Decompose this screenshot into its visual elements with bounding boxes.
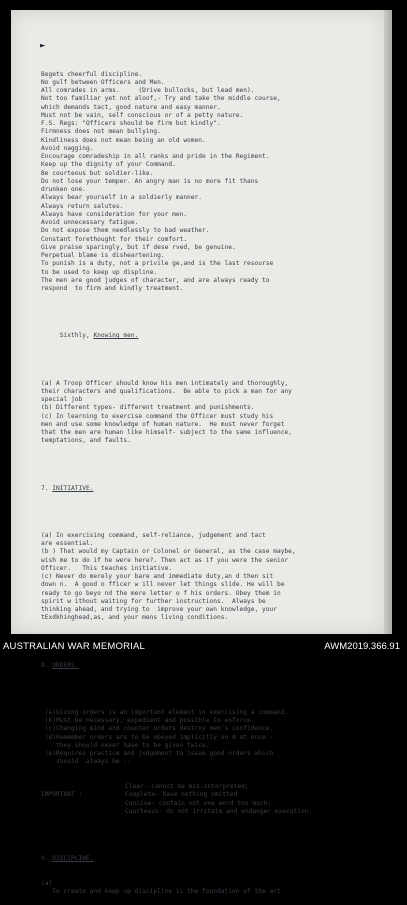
- text-line: Encourage comradeship in all ranks and pride in the Regiment.: [41, 153, 270, 160]
- text-line: their characters and qualifications. Be able to pick a man for any: [41, 387, 292, 395]
- hole-punch-mark: ►: [40, 41, 46, 51]
- important-list: [41, 783, 381, 816]
- section-7-heading: 7. INITIATIVE.: [41, 484, 94, 492]
- text-line: wish me to do if he were here?. Then act as if you were the senior: [41, 556, 289, 564]
- section-8-heading: 8. ORDERS.: [41, 661, 79, 669]
- text-line: Do not lose your temper. An angry man is no more fit thans: [41, 177, 259, 185]
- important-item: [41, 808, 381, 816]
- text-line: The men are good judges of character, and are always ready to: [41, 276, 270, 284]
- catalogue-reference: AWM2019.366.91: [324, 641, 400, 652]
- text-line: (e)Requires practice and judgement to issue good orders which: [41, 750, 274, 757]
- text-line: that the men are human like himself- subject to the same influence,: [41, 429, 292, 436]
- text-line: Not too familiar yet not aloof,- Try and take the middle course,: [41, 95, 281, 103]
- text-line: Always have consideration for your men.: [41, 210, 188, 218]
- text-line: temptations, and faults.: [41, 437, 131, 445]
- text-line: spirit w ithout waiting for further instructions. Always be: [41, 597, 266, 605]
- text-line: (a) A Troop Officer should know his men intimately and thoroughly,: [41, 379, 289, 387]
- text-line: To punish is a duty, not a privile ge,and is the last resourse: [41, 260, 274, 268]
- text-line: men and use some knowledge of human nature. He must never forget: [41, 420, 285, 428]
- text-line: they should never have to be given twice.: [41, 741, 210, 749]
- text-line: ready to go beyo nd the mere letter o f his orders. Obey them in: [41, 589, 281, 597]
- text-line: No gulf between Officers and Men.: [41, 78, 165, 86]
- text-line: (a)Giving orders is an important element in exercising a command.: [41, 708, 289, 716]
- text-line: Perpetual blame is disheartening.: [41, 252, 165, 259]
- text-line: special job: [41, 396, 83, 403]
- indent: IMPORTANT :: [41, 791, 83, 799]
- text-line: thinking ahead, and trying to improve your own knowledge, your: [41, 606, 277, 613]
- text-line: (d)Remember orders are to be obeyed implicitly on d at once -: [41, 733, 274, 741]
- text-line: Begets cheerful discipline.: [41, 70, 143, 78]
- section-6-body: [41, 380, 381, 446]
- typed-text: [41, 54, 381, 905]
- section-9-body: [41, 880, 381, 897]
- text-line: Kindliness does not mean being an old women.: [41, 136, 206, 144]
- section-9-heading: 9. DISCIPLINE.: [41, 855, 94, 862]
- text-line: Officer. This teaches initiative.: [41, 564, 173, 572]
- intro-paragraph: [41, 71, 381, 294]
- text-line: Always bear yourself in a soldierly manner.: [41, 194, 203, 202]
- text-line: (b)Must be necessary, expedient and possible to enforce.: [41, 717, 255, 724]
- text-line: Give praise sparingly, but if dese rved, be genuine.: [41, 243, 236, 251]
- text-line: drunken one.: [41, 186, 86, 193]
- text-line: which demands tact, good nature and easy manner.: [41, 103, 221, 111]
- text-line: Must not be vain, self conscious or of a petty nature.: [41, 111, 244, 119]
- important-item: [41, 791, 381, 799]
- text-line: Do not expose them needlessly to bad weather.: [41, 227, 210, 235]
- text-line: (c)Changing mind and counter orders destroy men's confidence.: [41, 725, 274, 733]
- text-line: tExdkhinghead,as, and your mens living conditions.: [41, 614, 229, 622]
- text-line: Avoid unnecessary fatigue.: [41, 219, 139, 226]
- section-7-body: [41, 532, 381, 623]
- text-line: Be courteous but soldier-like.: [41, 169, 154, 177]
- text-line: to be used to keep up displine.: [41, 268, 158, 276]
- text-line: Keep up the dignity of your Command.: [41, 161, 176, 169]
- institution-name: AUSTRALIAN WAR MEMORIAL: [3, 641, 146, 652]
- text-line: are essential.: [41, 540, 94, 547]
- section-6-heading: Sixthly, Knowing men.: [41, 332, 139, 340]
- text-line: (b) Different types- different treatment and punishments.: [41, 404, 255, 412]
- text-line: To create and keep up discipline is the foundation of the art: [41, 888, 281, 895]
- important-item-text: Clear- cannot be mis-interpreted;: [125, 783, 249, 790]
- page-edge: [384, 10, 392, 634]
- text-line: All comrades in arms. (Drive bullocks, but lead men).: [41, 87, 255, 94]
- text-line: Constant forethought for their comfort.: [41, 235, 188, 243]
- text-line: Avoid nagging.: [41, 144, 94, 152]
- important-item-text: Courtesus- do not irritate and endanger execution.: [125, 807, 313, 815]
- section-8-body: [41, 709, 381, 767]
- text-line: Always return salutes.: [41, 202, 124, 210]
- text-line: (a) In exercising command, self-reliance, judgement and tact: [41, 531, 266, 539]
- important-item: [41, 800, 381, 808]
- text-line: (a): [41, 879, 53, 887]
- important-item-text: Complete- have nothing omitted: [125, 791, 238, 799]
- text-line: F.S. Regs: "Officers should be firm but kindly".: [41, 120, 221, 127]
- text-line: (c) In learning to exercise command the Officer must study his: [41, 412, 274, 420]
- important-item: [41, 783, 381, 791]
- text-line: should always be :-: [41, 758, 131, 766]
- text-line: (b ) That would my Captain or Colonel or General, as the case maybe,: [41, 548, 296, 556]
- text-line: Firmness does not mean bullying.: [41, 128, 161, 136]
- archive-footer: [0, 637, 407, 653]
- text-line: down n. A good o fficer w ill never let things slide. He will be: [41, 581, 285, 589]
- text-line: respond to firm and kindly treatment.: [41, 285, 184, 292]
- text-line: (c) Never do merely your bare and immediate duty,an d then sit: [41, 573, 274, 580]
- important-item-text: Concise- contain not one word too much;: [125, 799, 272, 807]
